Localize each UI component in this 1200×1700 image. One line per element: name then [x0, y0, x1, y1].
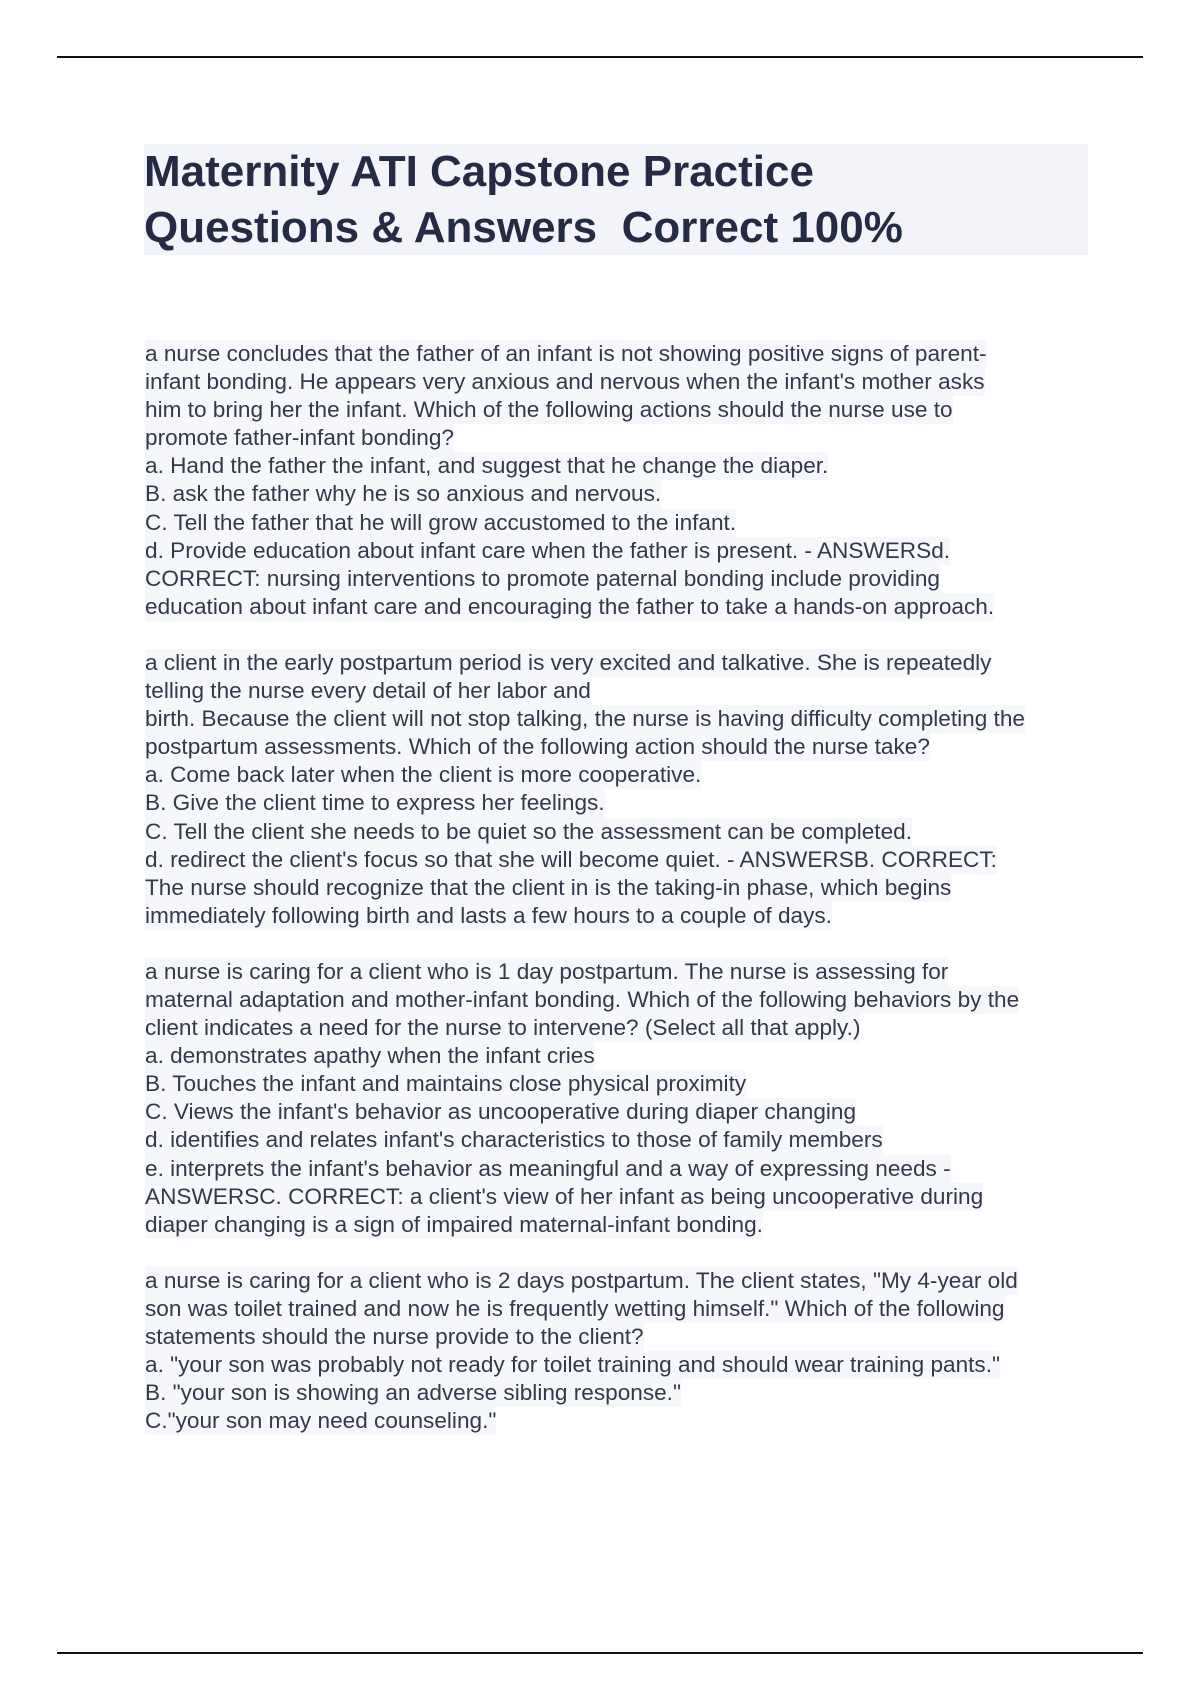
text-line: promote father-infant bonding?: [145, 424, 454, 452]
text-line: immediately following birth and lasts a few hours to a couple of days.: [145, 902, 832, 930]
text-line: B. Touches the infant and maintains close physical proximity: [145, 1070, 746, 1098]
text-line: a nurse is caring for a client who is 1 day postpartum. The nurse is assessing for: [145, 958, 948, 986]
question-block: [145, 1267, 1095, 1436]
text-line: B. "your son is showing an adverse sibling response.": [145, 1379, 681, 1407]
text-line: e. interprets the infant's behavior as meaningful and a way of expressing needs -: [145, 1155, 951, 1183]
title-line-2: Questions & Answers Correct 100%: [144, 203, 903, 252]
text-line: son was toilet trained and now he is frequently wetting himself." Which of the following: [145, 1295, 1005, 1323]
text-line: C. Tell the father that he will grow accustomed to the infant.: [145, 509, 736, 537]
text-line: d. identifies and relates infant's characteristics to those of family members: [145, 1126, 883, 1154]
question-block: [145, 340, 1095, 621]
text-line: C."your son may need counseling.": [145, 1407, 496, 1435]
text-line: ANSWERSC. CORRECT: a client's view of her infant as being uncooperative during: [145, 1183, 983, 1211]
text-line: a. Hand the father the infant, and suggest that he change the diaper.: [145, 452, 828, 480]
text-line: d. redirect the client's focus so that she will become quiet. - ANSWERSB. CORRECT:: [145, 846, 997, 874]
text-line: infant bonding. He appears very anxious and nervous when the infant's mother asks: [145, 368, 985, 396]
footer-rule: [57, 1652, 1143, 1654]
text-line: telling the nurse every detail of her labor and: [145, 677, 591, 705]
text-line: B. Give the client time to express her feelings.: [145, 789, 605, 817]
text-line: d. Provide education about infant care when the father is present. - ANSWERSd.: [145, 537, 950, 565]
text-line: birth. Because the client will not stop talking, the nurse is having difficulty completing the: [145, 705, 1025, 733]
text-line: CORRECT: nursing interventions to promote paternal bonding include providing: [145, 565, 940, 593]
text-line: a. demonstrates apathy when the infant cries: [145, 1042, 595, 1070]
text-line: a nurse concludes that the father of an infant is not showing positive signs of parent-: [145, 340, 987, 368]
question-block: [145, 649, 1095, 930]
text-line: The nurse should recognize that the client in is the taking-in phase, which begins: [145, 874, 951, 902]
text-line: diaper changing is a sign of impaired maternal-infant bonding.: [145, 1211, 763, 1239]
text-line: client indicates a need for the nurse to intervene? (Select all that apply.): [145, 1014, 860, 1042]
document-title: [144, 144, 1088, 255]
title-line-1: Maternity ATI Capstone Practice: [144, 147, 814, 196]
text-line: postpartum assessments. Which of the following action should the nurse take?: [145, 733, 930, 761]
text-line: a nurse is caring for a client who is 2 days postpartum. The client states, "My 4-year old: [145, 1267, 1018, 1295]
text-line: a client in the early postpartum period is very excited and talkative. She is repeatedly: [145, 649, 991, 677]
text-line: him to bring her the infant. Which of the following actions should the nurse use to: [145, 396, 953, 424]
text-line: education about infant care and encouraging the father to take a hands-on approach.: [145, 593, 994, 621]
document-body: [145, 340, 1095, 1463]
question-block: [145, 958, 1095, 1239]
text-line: maternal adaptation and mother-infant bonding. Which of the following behaviors by the: [145, 986, 1019, 1014]
text-line: a. "your son was probably not ready for toilet training and should wear training pants.": [145, 1351, 1000, 1379]
text-line: statements should the nurse provide to the client?: [145, 1323, 644, 1351]
text-line: a. Come back later when the client is more cooperative.: [145, 761, 701, 789]
text-line: B. ask the father why he is so anxious and nervous.: [145, 480, 661, 508]
header-rule: [57, 56, 1143, 58]
text-line: C. Tell the client she needs to be quiet so the assessment can be completed.: [145, 818, 912, 846]
text-line: C. Views the infant's behavior as uncooperative during diaper changing: [145, 1098, 856, 1126]
